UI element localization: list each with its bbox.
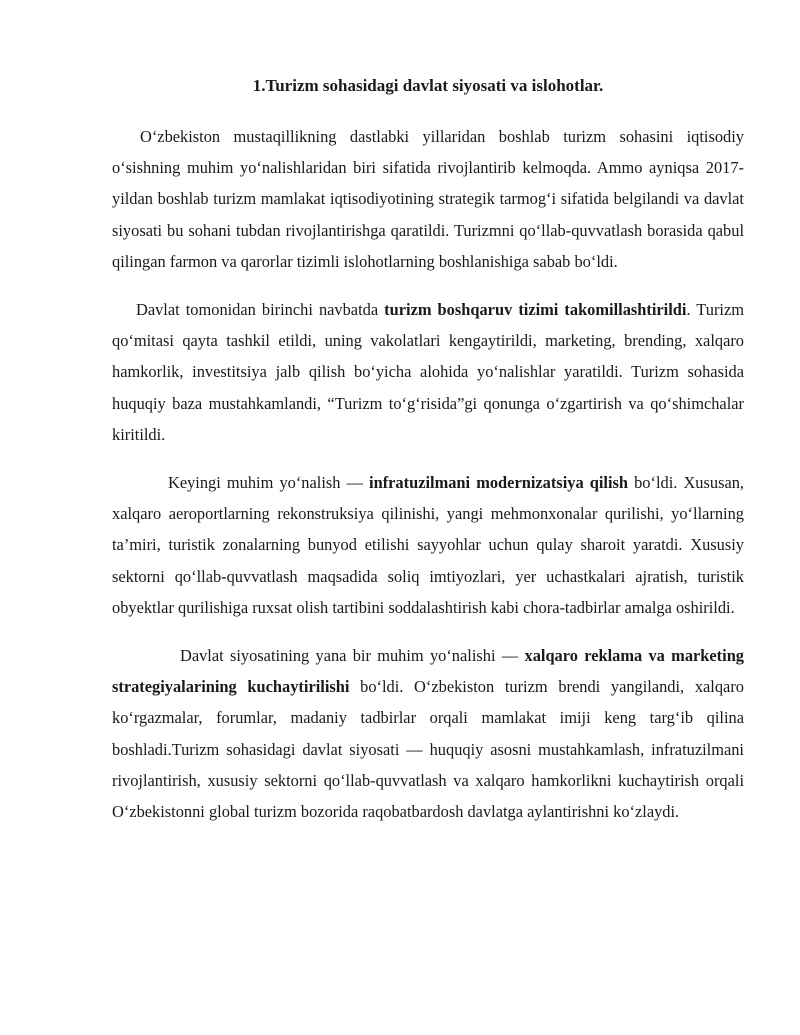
paragraph-marketing xyxy=(112,640,744,827)
document-page xyxy=(112,74,744,844)
paragraph-marketing-text-2: bo‘ldi. O‘zbekiston turizm brendi yangilandi, xalqaro ko‘rgazmalar, forumlar, madaniy tadbirlar orqali mamlakat imiji keng targ‘ib qilina boshladi.Turizm sohasidagi davlat siyosati — huquqiy asosni mustahkamlash, infratuzilmani rivojlantirish, xususiy sektorni qo‘llab-quvvatlash va xalqaro hamkorlikni kuchaytirish orqali O‘zbekistonni global turizm bozorida raqobatbardosh davlatga aylantirishni ko‘zlaydi. xyxy=(112,677,744,822)
paragraph-management-text-1: Davlat tomonidan birinchi navbatda xyxy=(136,300,385,320)
paragraph-management xyxy=(112,294,744,450)
paragraph-marketing-text-1: Davlat siyosatining yana bir muhim yo‘nalishi — xyxy=(180,646,525,666)
paragraph-infrastructure-text-1: Keyingi muhim yo‘nalish — xyxy=(168,473,370,493)
paragraph-intro xyxy=(112,121,744,277)
paragraph-infrastructure-highlight: infratuzilmani modernizatsiya qilish xyxy=(369,473,629,493)
paragraph-intro-text: O‘zbekiston mustaqillikning dastlabki yillaridan boshlab turizm sohasini iqtisodiy o‘sishning muhim yo‘nalishlaridan biri sifatida rivojlantirib kelmoqda. Ammo ayniqsa 2017-yildan boshlab turizm mamlakat iqtisodiyotining strategik tarmog‘i sifatida belgilandi va davlat siyosati bu sohani tubdan rivojlantirishga qaratildi. Turizmni qo‘llab-quvvatlash borasida qabul qilingan farmon va qarorlar tizimli islohotlarning boshlanishiga sabab bo‘ldi. xyxy=(112,127,744,271)
paragraph-management-text-2: . Turizm qo‘mitasi qayta tashkil etildi, uning vakolatlari kengaytirildi, marketing, brending, xalqaro hamkorlik, investitsiya jalb qilish bo‘yicha alohida yo‘nalishlar yaratildi. Turizm sohasida huquqiy baza mustahkamlandi, “Turizm to‘g‘risida”gi qonunga o‘zgartirish va qo‘shimchalar kiritildi. xyxy=(112,300,744,444)
paragraph-management-highlight: turizm boshqaruv tizimi takomillashtirildi xyxy=(384,300,687,320)
paragraph-infrastructure xyxy=(112,467,744,623)
paragraph-marketing-highlight: xalqaro reklama va marketing strategiyalarining kuchaytirilishi xyxy=(112,646,744,697)
paragraph-infrastructure-text-2: bo‘ldi. Xususan, xalqaro aeroportlarning rekonstruksiya qilinishi, yangi mehmonxonalar qurilishi, yo‘llarning ta’miri, turistik zonalarning bunyod etilishi sayyohlar uchun qulay sharoit yaratdi. Xususiy sektorni qo‘llab-quvvatlash maqsadida soliq imtiyozlari, yer uchastkalari ajratish, turistik obyektlar qurilishiga ruxsat olish tartibini soddalashtirish kabi chora-tadbirlar amalga oshirildi. xyxy=(112,473,745,617)
document-title: 1.Turizm sohasidagi davlat siyosati va islohotlar. xyxy=(252,76,604,95)
